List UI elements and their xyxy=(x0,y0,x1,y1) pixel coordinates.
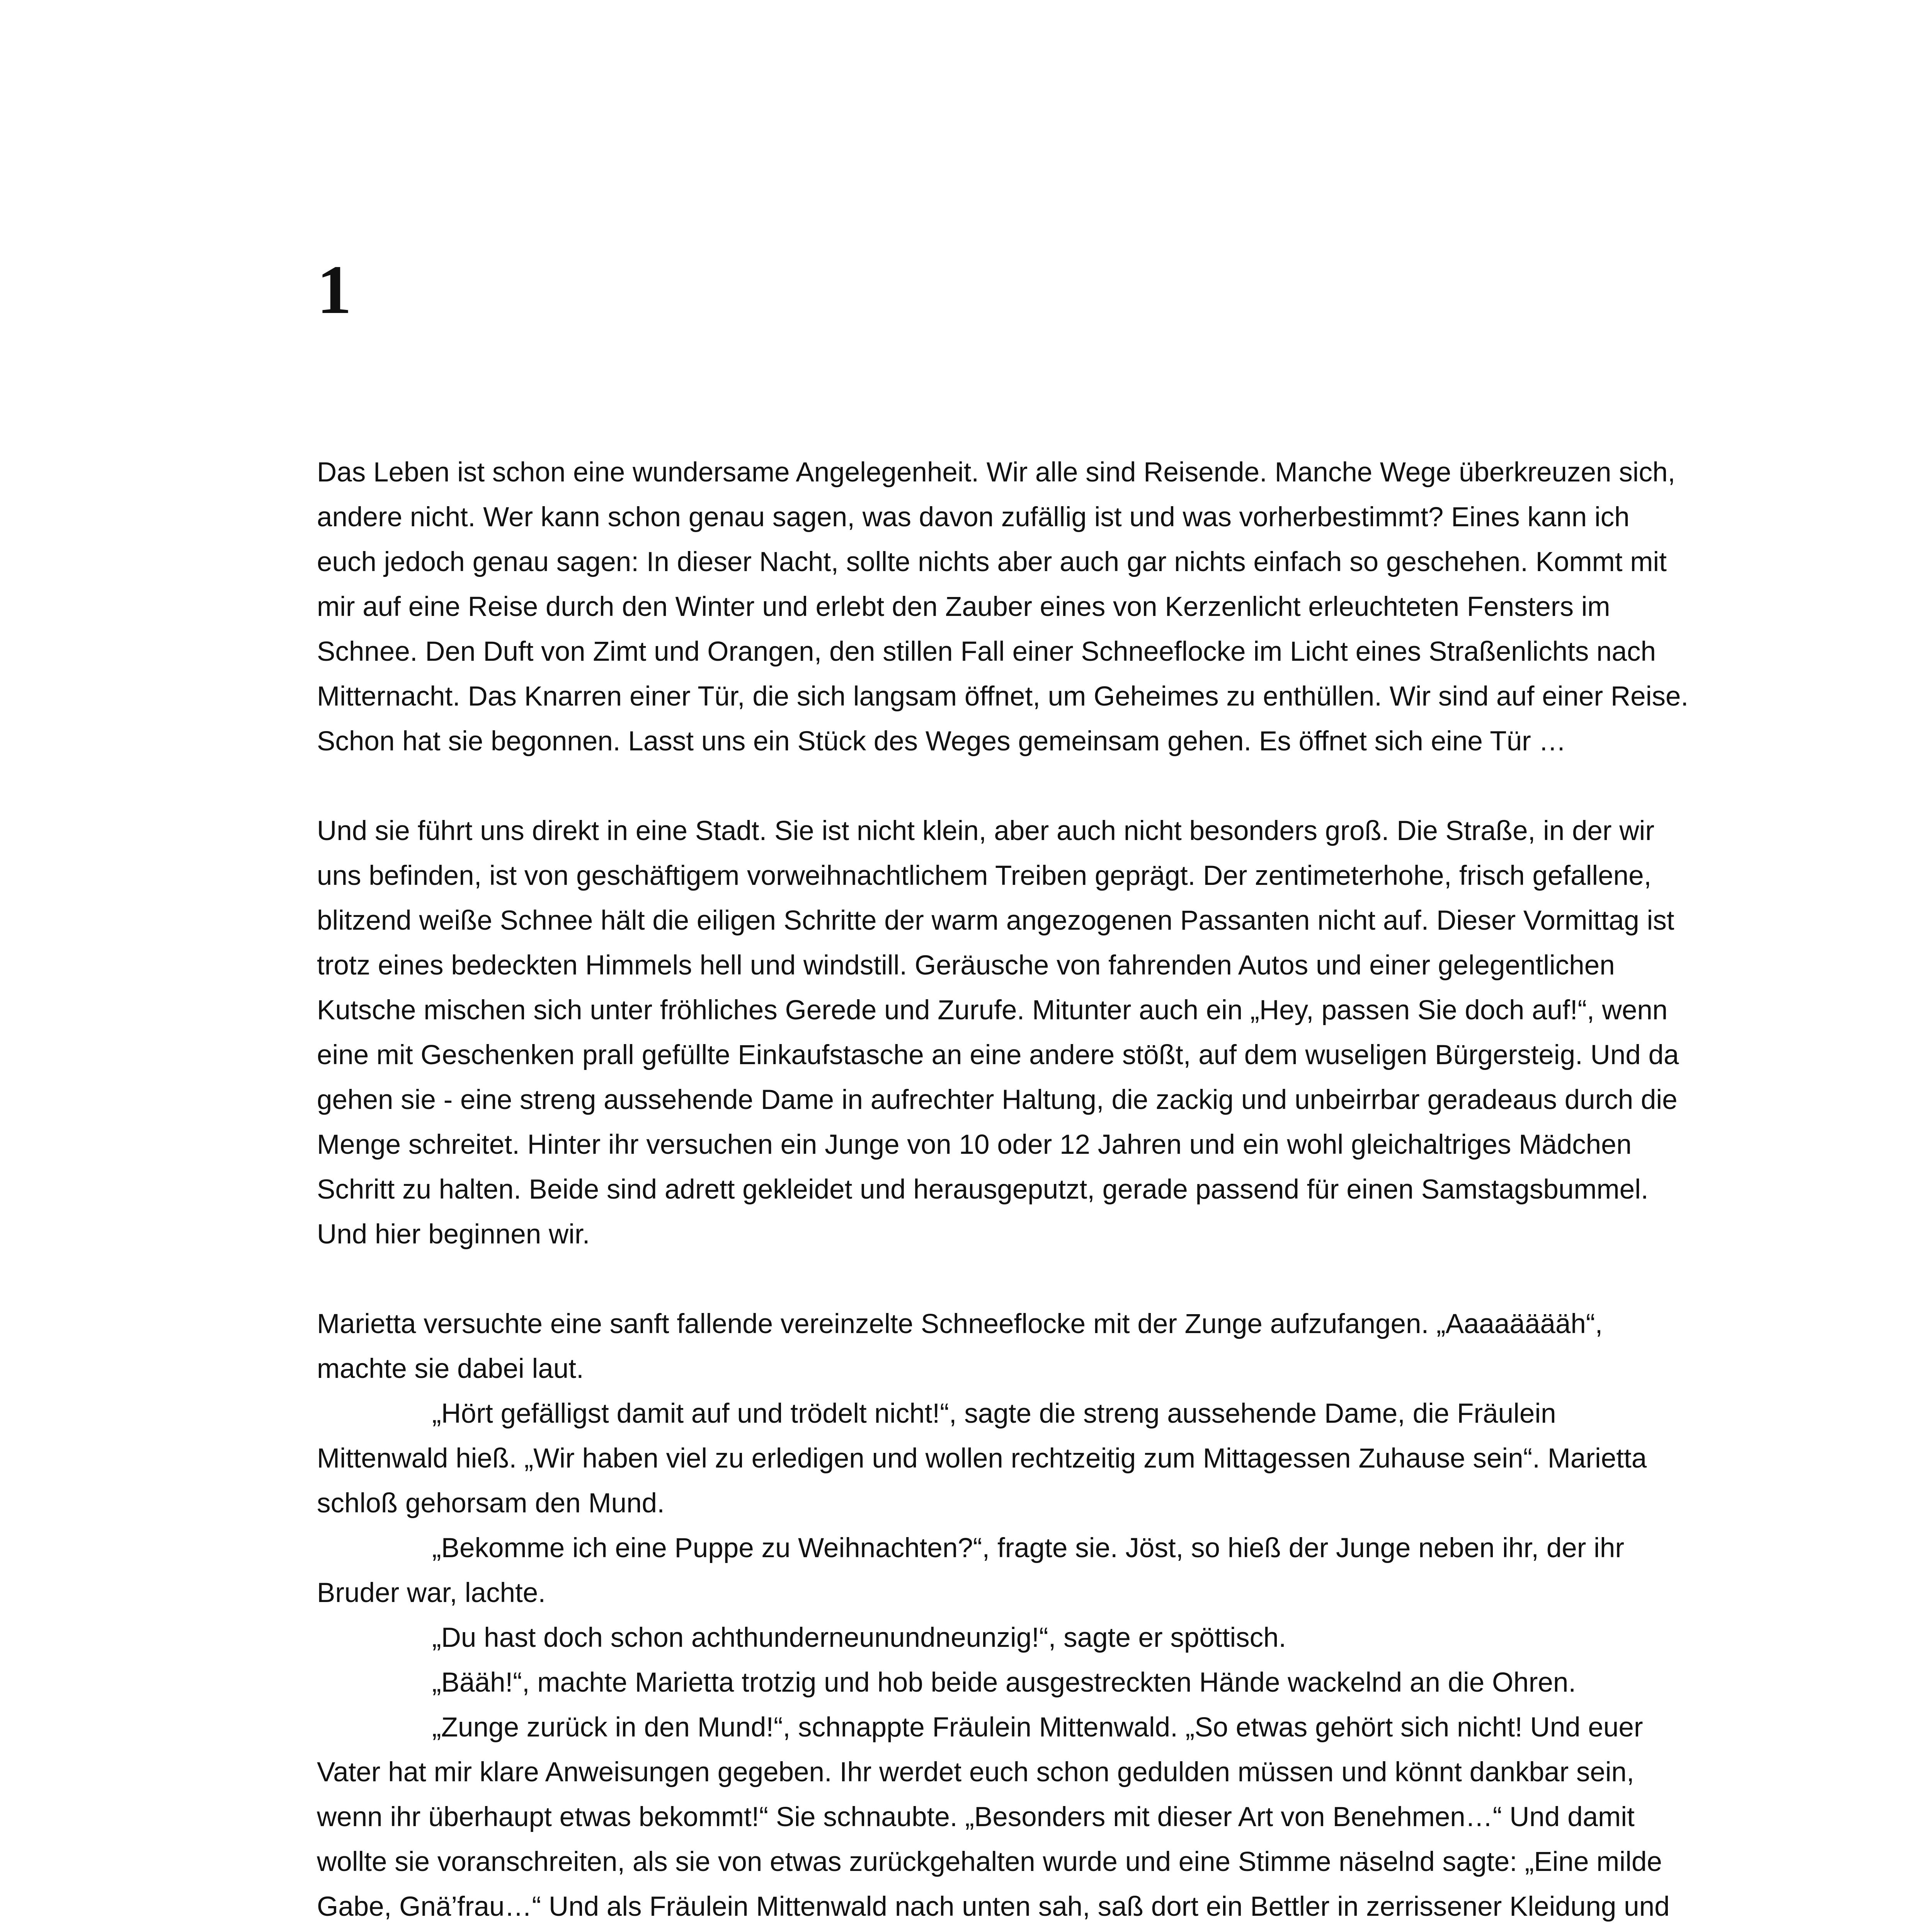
paragraph-beggar: „Zunge zurück in den Mund!“, schnappte Fräulein Mittenwald. „So etwas gehört sich nicht! Und euer Vater hat mir klare Anweisungen gegeben. Ihr werdet euch schon gedulden müssen und könnt dankbar sein, wenn ihr überhaupt etwas bekommt!“ Sie schnaubte. „Besonders mit dieser Art von Benehmen…“ Und damit wollte sie voranschreiten, als sie von etwas zurückgehalten wurde und eine Stimme näselnd sagte: „Eine milde Gabe, Gnä’frau…“ Und als Fräulein Mittenwald nach unten sah, saß dort ein Bettler in zerrissener Kleidung und xyxy=(317,1712,1670,1922)
chapter-number: 1 xyxy=(317,251,352,328)
paragraph-joest-mocks: „Du hast doch schon achthunderneunundneunzig!“, sagte er spöttisch. xyxy=(432,1622,1286,1653)
paragraph-city: Und sie führt uns direkt in eine Stadt. Sie ist nicht klein, aber auch nicht besonders groß. Die Straße, in der wir uns befinden, ist von geschäftigem vorweihnachtlichem Treiben geprägt. Der zentimeterhohe, frisch gefallene, blitzend weiße Schnee hält die eiligen Schritte der warm angezogenen Passanten nicht auf. Dieser Vormittag ist trotz eines bedeckten Himmels hell und windstill. Geräusche von fahrenden Autos und einer gelegentlichen Kutsche mischen sich unter fröhliches Gerede und Zurufe. Mitunter auch ein „Hey, passen Sie doch auf!“, wenn eine mit Geschenken prall gefüllte Einkaufstasche an eine andere stößt, auf dem wuseligen Bürgersteig. Und da gehen sie - eine streng aussehende Dame in aufrechter Haltung, die zackig und unbeirrbar geradeaus durch die Menge schreitet. Hinter ihr versuchen ein Junge von 10 oder 12 Jahren und ein wohl gleichaltriges Mädchen Schritt zu halten. Beide sind adrett gekleidet und herausgeputzt, gerade passend für einen Samstagsbummel. Und hier beginnen wir. xyxy=(317,816,1679,1250)
paragraph-marietta-baeh: „Bääh!“, machte Marietta trotzig und hob beide ausgestreckten Hände wackelnd an die Ohren. xyxy=(432,1667,1576,1698)
paragraph-doll-question: „Bekomme ich eine Puppe zu Weihnachten?“, fragte sie. Jöst, so hieß der Junge neben ihr, der ihr Bruder war, lachte. xyxy=(317,1533,1624,1608)
paragraph-marietta-snowflake: Marietta versuchte eine sanft fallende vereinzelte Schneeflocke mit der Zunge aufzufangen. „Aaaaääääh“, machte sie dabei laut. xyxy=(317,1309,1603,1384)
paragraph-mittenwald-scolds: „Hört gefälligst damit auf und trödelt nicht!“, sagte die streng aussehende Dame, die Fräulein Mittenwald hieß. „Wir haben viel zu erledigen und wollen rechtzeitig zum Mittagessen Zuhause sein“. Marietta schloß gehorsam den Mund. xyxy=(317,1398,1647,1519)
paragraph-intro: Das Leben ist schon eine wundersame Angelegenheit. Wir alle sind Reisende. Manche Wege überkreuzen sich, andere nicht. Wer kann schon genau sagen, was davon zufällig ist und was vorherbestimmt? Eines kann ich euch jedoch genau sagen: In dieser Nacht, sollte nichts aber auch gar nichts einfach so geschehen. Kommt mit mir auf eine Reise durch den Winter und erlebt den Zauber eines von Kerzenlicht erleuchteten Fensters im Schnee. Den Duft von Zimt und Orangen, den stillen Fall einer Schneeflocke im Licht eines Straßenlichts nach Mitternacht. Das Knarren einer Tür, die sich langsam öffnet, um Geheimes zu enthüllen. Wir sind auf einer Reise. Schon hat sie begonnen. Lasst uns ein Stück des Weges gemeinsam gehen. Es öffnet sich eine Tür … xyxy=(317,457,1689,757)
chapter-body xyxy=(317,450,1693,1932)
